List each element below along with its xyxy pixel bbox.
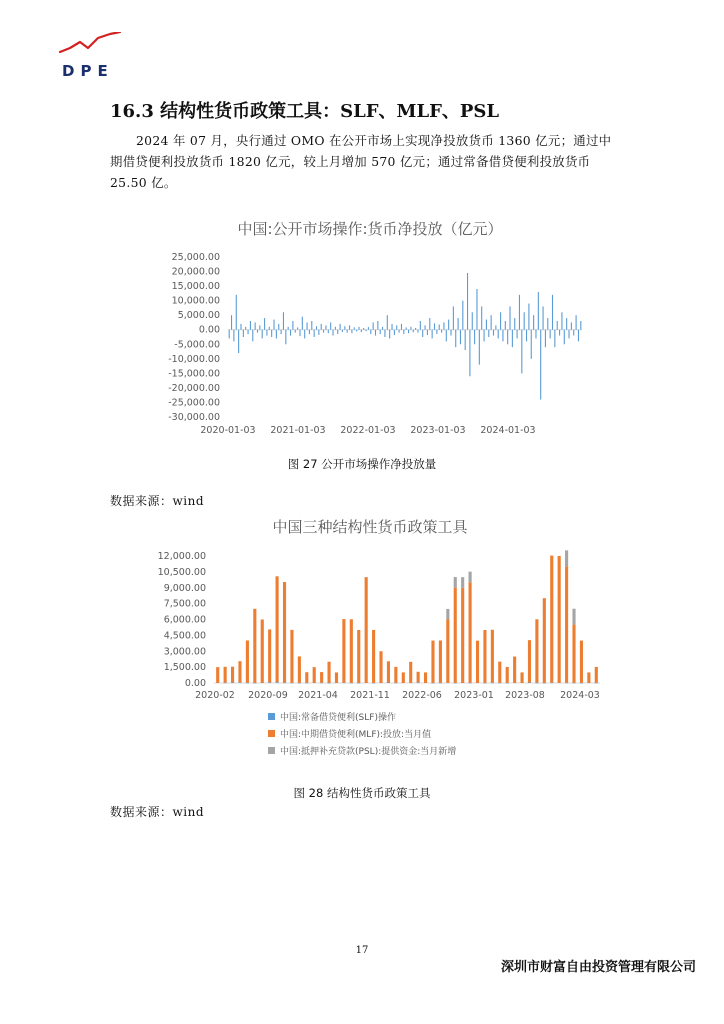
x-tick-label: 2022-06 <box>402 690 442 701</box>
bar-mlf <box>595 667 598 683</box>
x-tick-label: 2021-04 <box>298 690 338 701</box>
legend-swatch <box>268 730 275 737</box>
bar-mlf <box>476 641 479 683</box>
bar-mlf <box>439 640 442 682</box>
chart-title: 中国:公开市场操作:货币净投放（亿元） <box>237 220 503 238</box>
y-tick-label: 3,000.00 <box>163 646 206 658</box>
bar-slf <box>483 683 486 684</box>
bar-mlf <box>320 672 323 683</box>
x-tick-label: 2020-01-03 <box>200 425 256 436</box>
bar-slf <box>342 683 345 684</box>
bar-slf <box>238 682 241 683</box>
bar-mlf <box>246 640 249 682</box>
bar-slf <box>454 683 457 684</box>
bar-slf <box>387 682 390 683</box>
section-heading: 16.3 结构性货币政策工具：SLF、MLF、PSL <box>110 101 500 122</box>
bar-mlf <box>238 661 241 682</box>
bar-mlf <box>313 667 316 683</box>
bar-slf <box>550 683 553 684</box>
bar-mlf <box>357 630 360 683</box>
figure-27-caption: 图 27 公开市场操作净投放量 <box>287 457 437 471</box>
chart-omo-net-injection <box>150 212 590 437</box>
figure-27-source: 数据来源：wind <box>110 494 205 508</box>
bar-mlf <box>298 656 301 682</box>
bar-psl <box>565 550 568 566</box>
bar-psl <box>446 609 449 620</box>
y-tick-label: -30,000.00 <box>168 412 220 423</box>
bar-slf <box>253 683 256 684</box>
logo-text: DPE <box>62 62 114 80</box>
x-tick-label: 2022-01-03 <box>340 425 396 436</box>
bar-mlf <box>327 662 330 683</box>
y-tick-label: 20,000.00 <box>171 266 220 278</box>
bar-psl <box>469 572 472 583</box>
bar-slf <box>417 682 420 683</box>
x-tick-label: 2023-01-03 <box>410 425 466 436</box>
y-tick-label: 5,000.00 <box>177 310 220 322</box>
bar-slf <box>327 683 330 684</box>
legend-swatch <box>268 747 275 754</box>
logo-swoosh-icon <box>60 32 120 52</box>
bar-mlf <box>543 598 546 683</box>
bar-mlf <box>268 629 271 682</box>
x-tick-label: 2020-02 <box>195 690 235 701</box>
bar-slf <box>469 683 472 684</box>
bar-mlf <box>402 672 405 683</box>
bar-psl <box>461 577 464 588</box>
x-tick-label: 2024-01-03 <box>480 425 536 436</box>
page-number: 17 <box>355 945 369 956</box>
y-tick-label: -20,000.00 <box>168 382 220 394</box>
bar-mlf <box>335 672 338 683</box>
bar-slf <box>394 683 397 684</box>
bar-mlf <box>342 619 345 683</box>
legend-swatch <box>268 713 275 720</box>
bar-slf <box>290 683 293 684</box>
bar-slf <box>528 682 531 683</box>
bar-slf <box>350 683 353 684</box>
bar-slf <box>276 682 279 683</box>
bar-mlf <box>572 625 575 683</box>
bar-slf <box>498 683 501 684</box>
bar-mlf <box>580 641 583 683</box>
bar-mlf <box>469 582 472 683</box>
y-tick-label: 12,000.00 <box>157 551 206 562</box>
bar-slf <box>224 683 227 684</box>
y-tick-label: 7,500.00 <box>163 598 206 610</box>
bar-psl <box>572 609 575 625</box>
bar-slf <box>320 683 323 684</box>
chart-structural-tools <box>150 512 610 770</box>
y-tick-label: 10,000.00 <box>171 295 220 307</box>
y-tick-label: 6,000.00 <box>163 614 206 626</box>
bar-slf <box>268 682 271 683</box>
bar-slf <box>572 683 575 684</box>
bar-slf <box>372 683 375 684</box>
x-tick-label: 2024-03 <box>560 690 600 701</box>
y-tick-label: 4,500.00 <box>163 630 206 642</box>
bar-slf <box>246 683 249 684</box>
bar-mlf <box>535 619 538 683</box>
y-tick-label: 1,500.00 <box>163 662 206 674</box>
bar-slf <box>357 683 360 684</box>
bar-mlf <box>350 619 353 683</box>
y-tick-label: -25,000.00 <box>168 397 220 409</box>
bar-mlf <box>283 582 286 683</box>
bar-mlf <box>565 566 568 682</box>
bar-mlf <box>409 662 412 683</box>
bar-mlf <box>305 672 308 683</box>
bar-psl <box>454 577 457 588</box>
x-tick-label: 2023-08 <box>505 690 545 701</box>
company-name: 深圳市财富自由投资管理有限公司 <box>500 960 696 975</box>
chart-title: 中国三种结构性货币政策工具 <box>272 518 468 536</box>
y-tick-label: -10,000.00 <box>168 353 220 365</box>
bar-slf <box>283 683 286 684</box>
bar-mlf <box>276 576 279 682</box>
bar-mlf <box>558 556 561 683</box>
bar-mlf <box>431 641 434 683</box>
bar-slf <box>439 683 442 684</box>
bar-slf <box>491 683 494 684</box>
bar-mlf <box>498 662 501 683</box>
y-tick-label: 0.00 <box>184 678 206 689</box>
y-tick-label: 25,000.00 <box>171 252 220 263</box>
x-tick-label: 2021-01-03 <box>270 425 326 436</box>
bar-mlf <box>424 672 427 683</box>
y-tick-label: -5,000.00 <box>174 339 220 351</box>
y-tick-label: -15,000.00 <box>168 368 220 380</box>
bar-slf <box>231 683 234 684</box>
bar-mlf <box>550 556 553 683</box>
y-tick-label: 10,500.00 <box>157 566 206 578</box>
bar-slf <box>298 683 301 684</box>
bar-mlf <box>483 630 486 683</box>
bar-mlf <box>417 672 420 683</box>
x-tick-label: 2021-11 <box>350 690 390 701</box>
bar-mlf <box>379 651 382 683</box>
bar-mlf <box>365 577 368 683</box>
bar-mlf <box>372 630 375 683</box>
legend-label: 中国:中期借贷便利(MLF):投放:当月值 <box>280 730 432 740</box>
bar-mlf <box>513 657 516 683</box>
bar-mlf <box>387 661 390 682</box>
bar-slf <box>506 683 509 684</box>
bar-mlf <box>224 667 227 683</box>
bar-slf <box>565 683 568 684</box>
bar-slf <box>535 683 538 684</box>
bar-mlf <box>587 672 590 683</box>
x-tick-label: 2023-01 <box>454 690 494 701</box>
bar-mlf <box>520 672 523 683</box>
bar-mlf <box>528 640 531 682</box>
y-tick-label: 9,000.00 <box>163 582 206 594</box>
bar-mlf <box>216 667 219 683</box>
section-paragraph: 2024 年 07 月，央行通过 OMO 在公开市场上实现净投放货币 1360 亿元；通过中期借贷便利投放货币 1820 亿元，较上月增加 570 亿元；通过常备借贷便利投放货币 25.50 亿。 <box>110 133 612 190</box>
bar-slf <box>305 683 308 684</box>
bar-slf <box>431 683 434 684</box>
bar-mlf <box>461 588 464 683</box>
bar-mlf <box>261 620 264 684</box>
legend-label: 中国:抵押补充贷款(PSL):提供资金:当月新增 <box>280 747 457 757</box>
bar-mlf <box>253 609 256 683</box>
x-tick-label: 2020-09 <box>248 690 288 701</box>
bar-slf <box>595 683 598 684</box>
bar-mlf <box>290 630 293 683</box>
bar-mlf <box>231 667 234 683</box>
bar-mlf <box>446 620 449 684</box>
bar-slf <box>543 683 546 684</box>
bar-mlf <box>491 630 494 683</box>
figure-28-source: 数据来源：wind <box>110 805 205 819</box>
bar-mlf <box>506 667 509 683</box>
y-tick-label: 0.00 <box>198 324 220 336</box>
legend-label: 中国:常备借贷便利(SLF)操作 <box>280 713 396 723</box>
bar-mlf <box>454 588 457 683</box>
bar-mlf <box>394 667 397 683</box>
y-tick-label: 15,000.00 <box>171 281 220 293</box>
figure-28-caption: 图 28 结构性货币政策工具 <box>293 786 431 800</box>
bar-slf <box>580 683 583 684</box>
